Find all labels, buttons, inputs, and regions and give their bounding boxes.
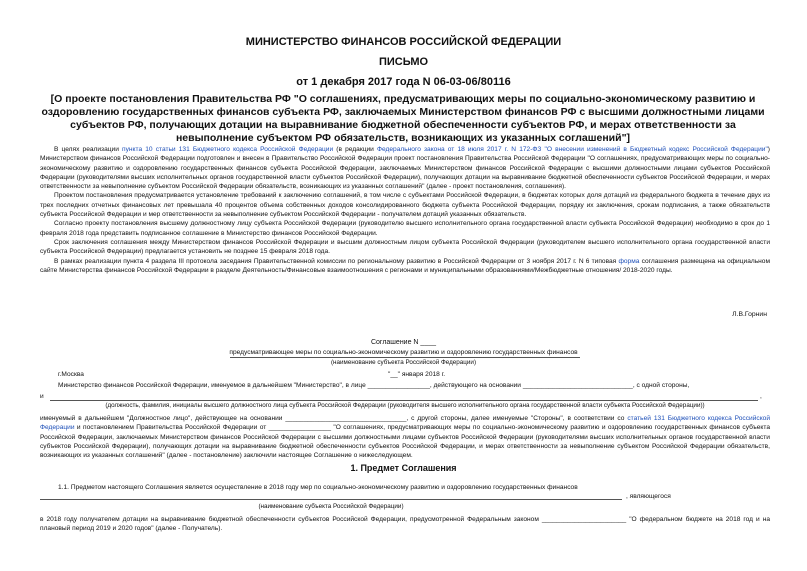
- paragraph-1-text-b: (в редакции: [333, 146, 377, 153]
- letter-subject: [О проекте постановления Правительства РФ "О соглашениях, предусматривающих меры по социально-экономическому развитию и оздоровлению государственных финансов субъекта РФ, заключаемых Министерством финансов РФ с высшими должностными лицами субъектов РФ, получающих дотации на выравнивание бюджетной обеспеченности субъектов РФ, и мерах ответственности за невыполнение субъектом РФ обязательств, возникающих из указанных соглашений"]: [41, 93, 765, 144]
- doc-type-heading: ПИСЬМО: [378, 56, 429, 68]
- city: г.Москва: [58, 371, 84, 378]
- paragraph-5: [40, 257, 770, 276]
- item-1-1-rule: [40, 499, 622, 500]
- agreement-intro: Министерство финансов Российской Федерации, именуемое в дальнейшем "Министерство", в лице _________________, действующего на основании ______________________________, с одной стороны,: [58, 382, 690, 389]
- parties-paragraph: [40, 414, 770, 460]
- official-rule: [50, 400, 758, 401]
- official-caption: (должность, фамилия, инициалы высшего должностного лица субъекта Российской Федерации (руководителя высшего исполнительного органа государственной власти субъекта Российской Федерации)): [105, 402, 705, 409]
- ministry-heading: МИНИСТЕРСТВО ФИНАНСОВ РОССИЙСКОЙ ФЕДЕРАЦИИ: [245, 36, 562, 48]
- paragraph-1-text-a: В целях реализации: [54, 146, 123, 153]
- paragraph-5-text-a: В рамках реализации пункта 4 раздела III протокола заседания Правительственной комиссии по региональному развитию в Российской Федерации от 3 ноября 2017 г. N 6 типовая: [54, 257, 619, 265]
- comma: ,: [760, 393, 762, 400]
- paragraph-5-text-b: соглашения размещена на официальном сайте Министерства финансов Российской Федерации в разделе Деятельность/Финансовые взаимоотношения с регионами и муниципальными образованиями/Межбюджетные отношения/ 2018-2020 годы.: [40, 257, 770, 274]
- subject-name-caption: (наименование субъекта Российской Федерации): [330, 359, 477, 366]
- signature: Л.В.Горнин: [732, 311, 767, 318]
- letter-body: [40, 145, 770, 275]
- agreement-date: "__" января 2018 г.: [388, 371, 446, 378]
- link-form[interactable]: форма: [618, 257, 640, 265]
- and-word: и: [40, 393, 44, 400]
- item-1-1: 1.1. Предметом настоящего Соглашения является осуществление в 2018 году мер по социально-экономическому развитию и оздоровлению государственных финансов: [58, 484, 578, 491]
- paragraph-3: Согласно проекту постановления высшему должностному лицу субъекта Российской Федерации (руководителю высшего исполнительного органа государственной власти субъекта Российской Федерации) необходимо в срок до 1 февраля 2018 года представить подписанное соглашение в Министерство финансов Российской Федерации.: [40, 220, 770, 237]
- parties-text-a: именуемый в дальнейшем "Должностное лицо", действующее на основании _________________________________, с другой стороны, далее именуемые "Стороны", в соответствии со: [40, 415, 628, 422]
- section-1-title: 1. Предмет Соглашения: [350, 463, 457, 473]
- date-number-heading: от 1 декабря 2017 года N 06-03-06/80116: [296, 76, 511, 88]
- link-article-131[interactable]: пункта 10 статьи 131 Бюджетного кодекса Российской Федерации: [122, 146, 334, 153]
- paragraph-1: [40, 145, 770, 191]
- subject-name-caption-2: (наименование субъекта Российской Федерации): [258, 503, 404, 510]
- final-paragraph: в 2018 году получателем дотации на выравнивание бюджетной обеспеченности субъектов Российской Федерации, предусмотренной Федеральным законом _______________________ "О федеральном бюджете на 2018 год и на плановый период 2019 и 2020 годов" (далее - Получатель).: [40, 516, 770, 533]
- parties-text-b: и постановлением Правительства Российской Федерации от _________________ "О соглашениях, предусматривающих меры по социально-экономическому развитию и оздоровлению государственных финансов субъекта Российской Федерации, заключаемых Министерством финансов Российской Федерации с высшими должностными лицами субъектов Российской Федерации (руководителями высших исполнительных органов государственной власти субъектов Российской Федерации), получающих дотации на выравнивание бюджетной обеспеченности субъектов Российской Федерации, и мерах ответственности за невыполнение субъектом Российской Федерации обязательств, возникающих из указанных соглашений" (далее - постановление) заключили настоящее Соглашение о нижеследующем.: [40, 424, 770, 460]
- agreement-subtitle: предусматривающее меры по социально-экономическому развитию и оздоровлению государственных финансов: [229, 349, 578, 356]
- item-1-1-tail: , являющегося: [626, 493, 671, 500]
- link-article-131-budget-code[interactable]: статьей 131 Бюджетного кодекса Российской Федерации: [40, 415, 770, 432]
- paragraph-4: Срок заключения соглашения между Министерством финансов Российской Федерации и высшим должностным лицом субъекта Российской Федерации (руководителем высшего исполнительного органа государственной власти субъекта Российской Федерации) предлагается установить не позднее 15 февраля 2018 года.: [40, 238, 770, 256]
- subject-name-rule: [230, 357, 580, 358]
- paragraph-2: Проектом постановления предусматривается установление требований к заключению соглашений, в том числе с субъектами Российской Федерации, в бюджетах которых доля дотаций из федерального бюджета в течение двух из трех последних отчетных финансовых лет превышала 40 процентов объема собственных доходов консолидированного бюджета субъекта Российской Федерации, порядку их заключения, срокам подписания, а также обязательств субъекта Российской Федерации и мер ответственности за невыполнение субъектом Российской Федерации - получателем дотаций указанных обязательств.: [40, 192, 770, 219]
- agreement-title: Соглашение N ____: [370, 339, 437, 346]
- paragraph-1-text-c: ) Министерством финансов Российской Федерации подготовлен и внесен в Правительство Российской Федерации проект постановления Правительства Российской Федерации "О соглашениях, предусматривающих меры по социально-экономическому развитию и оздоровлению государственных финансов субъекта Российской Федерации, заключаемых Министерством финансов Российской Федерации с высшими должностными лицами субъектов Российской Федерации (руководителями высших исполнительных органов государственной власти субъектов Российской Федерации), получающих дотации на выравнивание бюджетной обеспеченности субъектов Российской Федерации, и мерах ответственности за невыполнение субъектом Российской Федерации обязательств, возникающих из указанных соглашений" (далее - проект постановления, соглашения).: [40, 146, 770, 191]
- link-federal-law-172[interactable]: Федерального закона от 18 июля 2017 г. N 172-ФЗ "О внесении изменений в Бюджетный кодекс Российской Федерации": [376, 146, 768, 153]
